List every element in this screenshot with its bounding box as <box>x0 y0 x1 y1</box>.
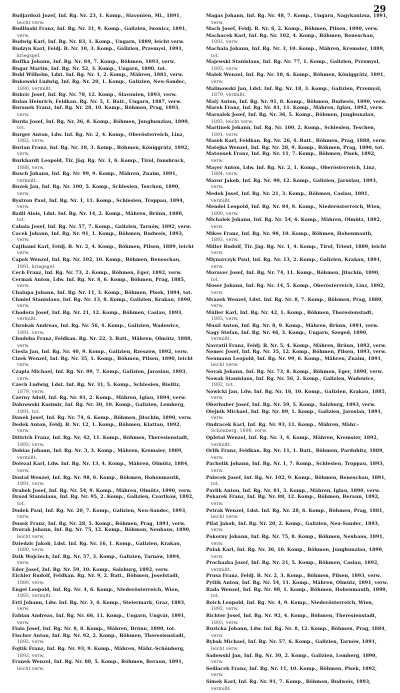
list-entry: Fiala Josef, Inf. Rg. Nr. 8, 8. Komp., Mähren, Brünn, 1890, tot. <box>12 627 176 633</box>
list-entry: Nemec Josef, Inf. Rg. Nr. 35, 12. Komp., Böhmen, Pilsen, 1893, verw. <box>206 350 387 356</box>
list-entry: Dolezal Karl, Ldw. Inf. Rg. Nr. 13, 4. Komp., Mähren, Olmütz, 1884, verw. <box>12 462 189 474</box>
list-entry: Czapla Michael, Inf. Rg. Nr. 89, 7. Komp., Galizien, Jaroslau, 1893, verw. <box>12 370 187 382</box>
list-entry: Olejnik Michael, Inf. Rg. Nr. 89, 1. Komp., Galizien, Jaroslau, 1891, verw. <box>206 409 383 422</box>
list-entry: Nowicki Jan, Ldw. Inf. Rg. Nr. 16, 10. Komp., Galizien, Krakau, 1885, verw. <box>206 389 387 402</box>
list-entry: Mazur Jakob, Inf. Rg. Nr. 90, 12. Komp., Galizien, Jaroslau, 1893, verw. <box>206 178 378 191</box>
list-entry: Pytlik Anton, Inf. Rg. Nr. 54, 11. Komp., Mähren, Olmütz, 1891, verw. <box>206 581 388 587</box>
list-entry: Nowak Stanislaus, Inf. Rg. Nr. 56, 2. Komp., Galizien, Wadowice, 1892, tot. <box>206 376 376 389</box>
list-entry: Machala Johann, Inf. Rg. Nr. 3, 10. Komp., Mähren, Kremsier, 1889, tot. <box>206 46 385 59</box>
list-entry: Busch Johann, Inf. Rg. Nr. 99, 9. Komp., Mähren, Znaim, 1891, vermißt. <box>12 172 178 184</box>
list-entry: Dzik Wojciech, Inf. Rg. Nr. 57, 3. Komp., Galizien, Tarnów, 1894, verw. <box>12 554 181 567</box>
list-entry: Bukowski Ludwig, Inf. Rg. Nr. 20, 1. Komp., Galizien, Neu-Sandec, 1890, vermißt. <box>12 79 187 92</box>
list-entry: Drozd Stanislaus, Inf. Rg. Nr. 95, 2. Komp., Galizien, Czortków, 1892, tot. <box>12 495 194 507</box>
list-entry: Bulan Heinrich, Feldkan. Rg. Nr. 5, 1. Batt., Ungarn, 1887, verw. <box>12 99 182 105</box>
list-entry: Czerny Adolf, Inf. Rg. Nr. 81, 2. Komp., Mähren, Iglau, 1894, verw. <box>12 396 187 402</box>
right-column <box>206 14 388 692</box>
list-entry: Musil Anton, Inf. Rg. Nr. 8, 9. Komp., Mähren, Brünn, 1891, verw. <box>206 323 379 329</box>
list-entry: Ertl Johann, Ldw. Inf. Rg. Nr. 3, 4. Komp., Steiermark, Graz, 1883, verw. <box>12 600 186 613</box>
list-entry: Müller Karl, Inf. Rg. Nr. 42, 1. Komp., Böhmen, Theresienstadt, 1893, verw. <box>206 310 374 323</box>
list-entry: Ondracek Karl, Inf. Rg. Nr. 93, 11. Komp., Mähren, Mähr.-Schönberg, 1890, verw. <box>206 422 359 435</box>
list-entry: Dobias Johann, Inf. Rg. Nr. 3, 3. Komp., Mähren, Kremsier, 1889, vermißt. <box>12 449 183 461</box>
list-entry: Pacholik Johann, Inf. Rg. Nr. 1, 7. Komp., Schlesien, Troppau, 1893, verw. <box>206 462 385 474</box>
list-entry: Burian Franz, Inf. Rg. Nr. 18, 3. Komp., Böhmen, Königgrätz, 1892, verw. <box>12 145 190 158</box>
list-entry: Medek Josef, Inf. Rg. Nr. 21, 3. Komp., Böhmen, Caslau, 1891, vermißt. <box>206 192 370 204</box>
list-entry: Mikes Franz, Inf. Rg. Nr. 98, 10. Komp., Böhmen, Hohenmauth, 1893, verw. <box>206 231 373 244</box>
list-entry: Palecek Josef, Inf. Rg. Nr. 102, 9. Komp., Böhmen, Beneschau, 1891, tot. <box>206 475 387 488</box>
list-entry: Cabala Josef, Inf. Rg. Nr. 57, 7. Komp., Galizien, Tarnów, 1892, verw. <box>12 225 192 230</box>
left-column <box>12 14 194 672</box>
list-entry: Mendel Leopold, Inf. Rg. Nr. 84, 8. Komp., Niederösterreich, Wien, 1890, verw. <box>206 205 382 217</box>
list-entry: Buzek Jan, Inf. Rg. Nr. 100, 5. Komp., Schlesien, Teschen, 1890, verw. <box>12 185 180 198</box>
list-entry: Marsalek Josef, Inf. Rg. Nr. 36, 5. Komp., Böhmen, Jungbunzlau, 1893, leicht verw. <box>206 112 376 125</box>
list-entry: Fojtik Franz, Inf. Rg. Nr. 93, 9. Komp., Mähren, Mähr.-Schönberg, 1893, verw. <box>12 647 185 659</box>
list-entry: Oberhuber Josef, Inf. Rg. Nr. 59, 5. Komp., Salzburg, 1893, verw. <box>206 403 376 409</box>
list-entry: Michalek Johann, Inf. Rg. Nr. 54, 6. Komp., Mähren, Olmütz, 1892, verw. <box>206 218 382 230</box>
list-entry: Prochazka Josef, Inf. Rg. Nr. 21, 5. Komp., Böhmen, Caslau, 1892, vermißt. <box>206 561 379 573</box>
list-entry: Fischer Anton, Inf. Rg. Nr. 92, 2. Komp., Böhmen, Theresienstadt, 1892, verw. <box>12 633 186 646</box>
list-entry: Matousek Franz, Inf. Rg. Nr. 11, 7. Komp., Böhmen, Pisek, 1892, verw. <box>206 152 376 165</box>
list-entry: Bukvic Josef, Inf. Rg. Nr. 78, 12. Komp., Slavonien, 1893, verw. <box>12 93 177 99</box>
list-entry: Bugar Martin, Inf. Rg. Nr. 52, 3. Komp., Ungarn, 1890, tot. <box>12 66 167 72</box>
list-entry: Machacek Karl, Inf. Rg. Nr. 102, 4. Komp., Böhmen, Beneschau, 1892, verw. <box>206 33 375 46</box>
list-entry: Navratil Franz, Feldj. B. Nr. 5, 4. Komp., Mähren, Brünn, 1892, verw. <box>206 343 387 349</box>
list-entry: Rybak Michael, Inf. Rg. Nr. 57, 6. Komp., Galizien, Tarnów, 1891, leicht verw. <box>206 640 377 652</box>
list-entry: Rada Wenzel, Inf. Rg. Nr. 98, 1. Komp., Böhmen, Hohenmauth, 1890, tot. <box>206 587 388 600</box>
list-entry: Opletal Wenzel, Inf. Rg. Nr. 3, 4. Komp., Mähren, Kremsier, 1892, vermißt. <box>206 436 379 448</box>
list-entry: Dziedzic Jakob, Ldst. Inf. Rg. Nr. 16, 1. Komp., Galizien, Krakau, 1880, verw. <box>12 541 182 554</box>
list-entry: Dvorak Johann, Inf. Rg. Nr. 75, 12. Komp., Böhmen, Neuhaus, 1890, leicht verw. <box>12 528 191 540</box>
list-entry: Dostal Wenzel, Inf. Rg. Nr. 98, 8. Komp., Böhmen, Hohenmauth, 1891, verw. <box>12 475 181 488</box>
list-entry: Buranek Franz, Inf. Rg. Nr. 28, 10. Komp., Böhmen, Prag, 1893, verw. <box>12 106 180 118</box>
list-entry: Bzdil Alois, Ldst. Inf. Rg. Nr. 14, 2. Komp., Mähren, Brünn, 1880, tot. <box>12 211 184 224</box>
list-entry: Buffka Johann, Inf. Rg. Nr. 84, 7. Komp., Böhmen, 1893, verw. <box>12 60 176 66</box>
list-entry: Miller Rudolf, Tir. Jäg. Rg. Nr. 1, 4. Komp., Tirol, Trient, 1889, leicht verw. <box>206 244 387 257</box>
list-entry: Pavlik Anton, Inf. Rg. Nr. 81, 3. Komp., Mähren, Iglau, 1890, verw. <box>206 488 381 494</box>
list-entry: Mach Josef, Feldj. B. Nr. 6, 2. Komp., Böhmen, Pilsen, 1890, verw. <box>206 27 379 33</box>
list-entry: Cermak Anton, Ldw. Inf. Rg. Nr. 8, 6. Komp., Böhmen, Prag, 1885, verw. <box>12 277 186 290</box>
list-entry: Neumann Leopold, Inf. Rg. Nr. 99, 6. Komp., Mähren, Znaim, 1891, leicht verw. <box>206 356 383 369</box>
list-entry: Simek Karl, Inf. Rg. Nr. 91, 7. Komp., Böhmen, Budweis, 1893, vermißt. <box>206 679 371 692</box>
list-entry: Burkhardt Leopold, Tir. Jäg. Rg. Nr. 3, 6. Komp., Tirol, Innsbruck, 1888, verw. <box>12 159 186 171</box>
list-entry: Sedlacek Franz, Inf. Rg. Nr. 11, 10. Komp., Böhmen, Pisek, 1892, verw. <box>206 666 377 679</box>
list-entry: Chmiel Stanislaus, Inf. Rg. Nr. 13, 8. Komp., Galizien, Krakau, 1890, verw. <box>12 297 192 310</box>
list-entry: Dudek Paul, Inf. Rg. Nr. 20, 7. Komp., Galizien, Neu-Sandec, 1893, verw. <box>12 508 187 521</box>
list-entry: Burger Anton, Ldw. Inf. Rg. Nr. 2, 4. Komp., Oberösterreich, Linz, 1882, verw. <box>12 132 185 145</box>
list-entry: Malek Wenzel, Inf. Rg. Nr. 18, 6. Komp., Böhmen, Königgrätz, 1891, verw. <box>206 73 386 85</box>
list-entry: Drabek Josef, Inf. Rg. Nr. 54, 9. Komp., Mähren, Olmütz, 1890, verw. <box>12 488 192 494</box>
list-entry: Burda Josef, Inf. Rg. Nr. 36, 8. Komp., Böhmen, Jungbunzlau, 1890, tot. <box>12 119 190 132</box>
list-entry: Fabian Andreas, Inf. Rg. Nr. 66, 11. Komp., Ungarn, Ungvár, 1891, verw. <box>12 614 186 626</box>
list-entry: Pokorny Johann, Inf. Rg. Nr. 75, 8. Komp., Böhmen, Neuhaus, 1891, verw. <box>206 534 385 547</box>
list-entry: Cajthaml Karl, Feldj. B. Nr. 2, 4. Komp., Böhmen, Pilsen, 1889, leicht verw. <box>12 244 194 257</box>
list-entry: Franek Wenzel, Inf. Rg. Nr. 88, 5. Komp., Böhmen, Beraun, 1891, leicht verw. <box>12 660 184 672</box>
page-number: 29 <box>373 5 386 15</box>
list-entry: Pilat Jakob, Inf. Rg. Nr. 20, 2. Komp., Galizien, Neu-Sandec, 1893, verw. <box>206 521 380 534</box>
list-entry: Capek Wenzel, Inf. Rg. Nr. 102, 10. Komp., Böhmen, Beneschau, 1891, kriegsgef. <box>12 257 181 270</box>
list-entry: Cizek Wenzel, Inf. Rg. Nr. 35, 1. Komp., Böhmen, Pilsen, 1890, leicht verw. <box>12 356 193 369</box>
list-entry: Danek Josef, Inf. Rg. Nr. 74, 6. Komp., Böhmen, Jitschin, 1890, verw. <box>12 416 192 422</box>
list-entry: Budjardozi Jozef, Inf. Rg. Nr. 23, 1. Komp., Slavonien, Mi., 1891, leicht verw. <box>12 14 182 26</box>
list-entry: Dittrich Franz, Inf. Rg. Nr. 42, 11. Komp., Böhmen, Theresienstadt, 1893, verw. <box>12 436 189 448</box>
list-entry: Cech Franz, Inf. Rg. Nr. 73, 2. Komp., Böhmen, Eger, 1892, verw. <box>12 271 182 277</box>
list-entry: Orlik Franz, Feldkan. Rg. Nr. 11, 1. Batt., Böhmen, Pardubitz, 1889, verw. <box>206 449 385 461</box>
list-entry: Malinowski Jan, Ldst. Inf. Rg. Nr. 18, 3. Komp., Galizien, Przemysl, 1879, vermißt. <box>206 86 382 99</box>
list-entry: Czech Ludwig, Ldst. Inf. Rg. Nr. 31, 5. Komp., Schlesien, Bielitz, 1879, verw. <box>12 383 181 395</box>
list-entry: Mrazek Wenzel, Ldst. Inf. Rg. Nr. 8, 7. Komp., Böhmen, Prag, 1880, verw. <box>206 297 383 310</box>
list-entry: Chalupa Johann, Inf. Rg. Nr. 11, 3. Komp., Böhmen, Pisek, 1894, tot. <box>12 290 193 296</box>
list-entry: Engel Leopold, Inf. Rg. Nr. 4, 6. Komp., Niederösterreich, Wien, 1893, vermißt. <box>12 587 180 600</box>
list-entry: Chudoba Franz, Feldkan. Rg. Nr. 22, 3. Batt., Mähren, Olmütz, 1888, verw. <box>12 337 193 349</box>
list-entry: Budzyn Karl, Feldj. B. Nr. 10, 3. Komp., Galizien, Przemysl, 1891, kriegsgef. <box>12 46 184 59</box>
list-entry: Majewski Stanislaus, Inf. Rg. Nr. 77, 1. Komp., Galizien, Przemysl, 1893, verw. <box>206 60 381 72</box>
list-entry: Richter Josef, Inf. Rg. Nr. 92, 4. Komp., Böhmen, Theresienstadt, 1893, verw. <box>206 614 377 626</box>
list-entry: Matejka Wenzel, Inf. Rg. Nr. 28, 9. Komp., Böhmen, Prag, 1890, tot. <box>206 145 385 151</box>
list-entry: Moser Johann, Inf. Rg. Nr. 14, 5. Komp., Oberösterreich, Linz, 1892, verw. <box>206 284 386 296</box>
list-entry: Dabrowski Kasimir, Inf. Rg. Nr. 30, 10. Komp., Galizien, Lemberg, 1891, tot. <box>12 403 185 415</box>
list-entry: Mlynarczyk Paul, Inf. Rg. Nr. 13, 2. Komp., Galizien, Krakau, 1891, verw. <box>206 257 382 270</box>
list-entry: Dedek Anton, Feldj. B. Nr. 12, 1. Komp., Böhmen, Klattau, 1892, verw. <box>12 422 182 435</box>
list-entry: Martinek Johann, Inf. Rg. Nr. 100, 2. Komp., Schlesien, Teschen, 1891, verw. <box>206 126 376 138</box>
text-columns <box>12 14 388 692</box>
list-entry: Mayer Anton, Ldw. Inf. Rg. Nr. 2, 1. Komp., Oberösterreich, Linz, 1884, verw. <box>206 165 377 178</box>
list-entry: Reich Leopold, Inf. Rg. Nr. 4, 9. Komp., Niederösterreich, Wien, 1892, verw. <box>206 600 374 613</box>
list-entry: Eder Josef, Inf. Rg. Nr. 59, 10. Komp., Salzburg, 1892, verw. <box>12 567 169 573</box>
list-entry: Polak Karl, Inf. Rg. Nr. 36, 10. Komp., Böhmen, Jungbunzlau, 1890, verw. <box>206 548 384 560</box>
list-entry: Buhl Wilhelm, Ldst. Inf. Rg. Nr. 1, 2. Komp., Mähren, 1881, verw. <box>12 73 184 79</box>
list-entry: Magas Johann, Inf. Rg. Nr. 48, 7. Komp., Ungarn, Nagykanizsa, 1891, verw. <box>206 14 388 26</box>
list-entry: Eichler Rudolf, Feldkan. Rg. Nr. 9, 2. Batt., Böhmen, Josefstadt, 1889, verw. <box>12 574 180 587</box>
list-entry: Cacek Johann, Inf. Rg. Nr. 91, 1. Komp., Böhmen, Budweis, 1893, verw. <box>12 231 184 244</box>
list-entry: Pekarek Franz, Inf. Rg. Nr. 88, 12. Komp., Böhmen, Beraun, 1892, verw. <box>206 495 380 507</box>
list-entry: Budlinski Franz, Inf. Rg. Nr. 31, 9. Komp., Galizien, Iwonicz, 1891, verw. <box>12 27 187 39</box>
list-entry: Ruzicka Johann, Ldw. Inf. Rg. Nr. 8, 12. Komp., Böhmen, Prag, 1884, verw. <box>206 627 387 639</box>
list-entry: Chodora Josef, Inf. Rg. Nr. 21, 12. Komp., Böhmen, Caslau, 1893, vermißt. <box>12 310 183 323</box>
list-entry: Masek Karl, Feldkan. Rg. Nr. 26, 4. Batt., Böhmen, Prag, 1888, verw. <box>206 139 387 145</box>
list-entry: Bystron Paul, Inf. Rg. Nr. 1, 11. Komp., Schlesien, Troppau, 1894, verw. <box>12 198 185 211</box>
list-entry: Moravec Josef, Inf. Rg. Nr. 74, 11. Komp., Böhmen, Jitschin, 1890, tot. <box>206 271 380 283</box>
list-entry: Nagy Stefan, Inf. Rg. Nr. 46, 3. Komp., Ungarn, Szeged, 1890, vermißt. <box>206 330 368 343</box>
list-entry: Dusek Franz, Inf. Rg. Nr. 28, 5. Komp., Böhmen, Prag, 1891, verw. <box>12 521 186 527</box>
list-entry: Malý Anton, Inf. Rg. Nr. 91, 8. Komp., Böhmen, Budweis, 1890, verw. <box>206 99 387 105</box>
list-entry: Budwig Karl, Inf. Rg. Nr. 83, 1. Komp., Ungarn, 1889, leicht verw. <box>12 40 185 46</box>
list-entry: Marek Franz, Inf. Rg. Nr. 81, 11. Komp., Mähren, Iglau, 1892, verw. <box>206 106 384 112</box>
list-entry: Chrobak Andreas, Inf. Rg. Nr. 56, 4. Komp., Galizien, Wadowice, 1891, verw. <box>12 323 180 336</box>
list-entry: Ciesla Jan, Inf. Rg. Nr. 40, 9. Komp., Galizien, Rzeszów, 1892, verw. <box>12 350 188 356</box>
list-entry: Novak Johann, Inf. Rg. Nr. 73, 8. Komp., Böhmen, Eger, 1890, verw. <box>206 370 383 376</box>
list-entry: Petrak Wenzel, Ldst. Inf. Rg. Nr. 28, 6. Komp., Böhmen, Prag, 1881, leicht verw. <box>206 508 384 521</box>
list-entry: Prusa Franz, Feldj. B. Nr. 2, 3. Komp., Böhmen, Pilsen, 1893, verw. <box>206 574 381 580</box>
list-entry: Sadowski Jan, Inf. Rg. Nr. 30, 2. Komp., Galizien, Lemberg, 1890, verw. <box>206 653 378 666</box>
